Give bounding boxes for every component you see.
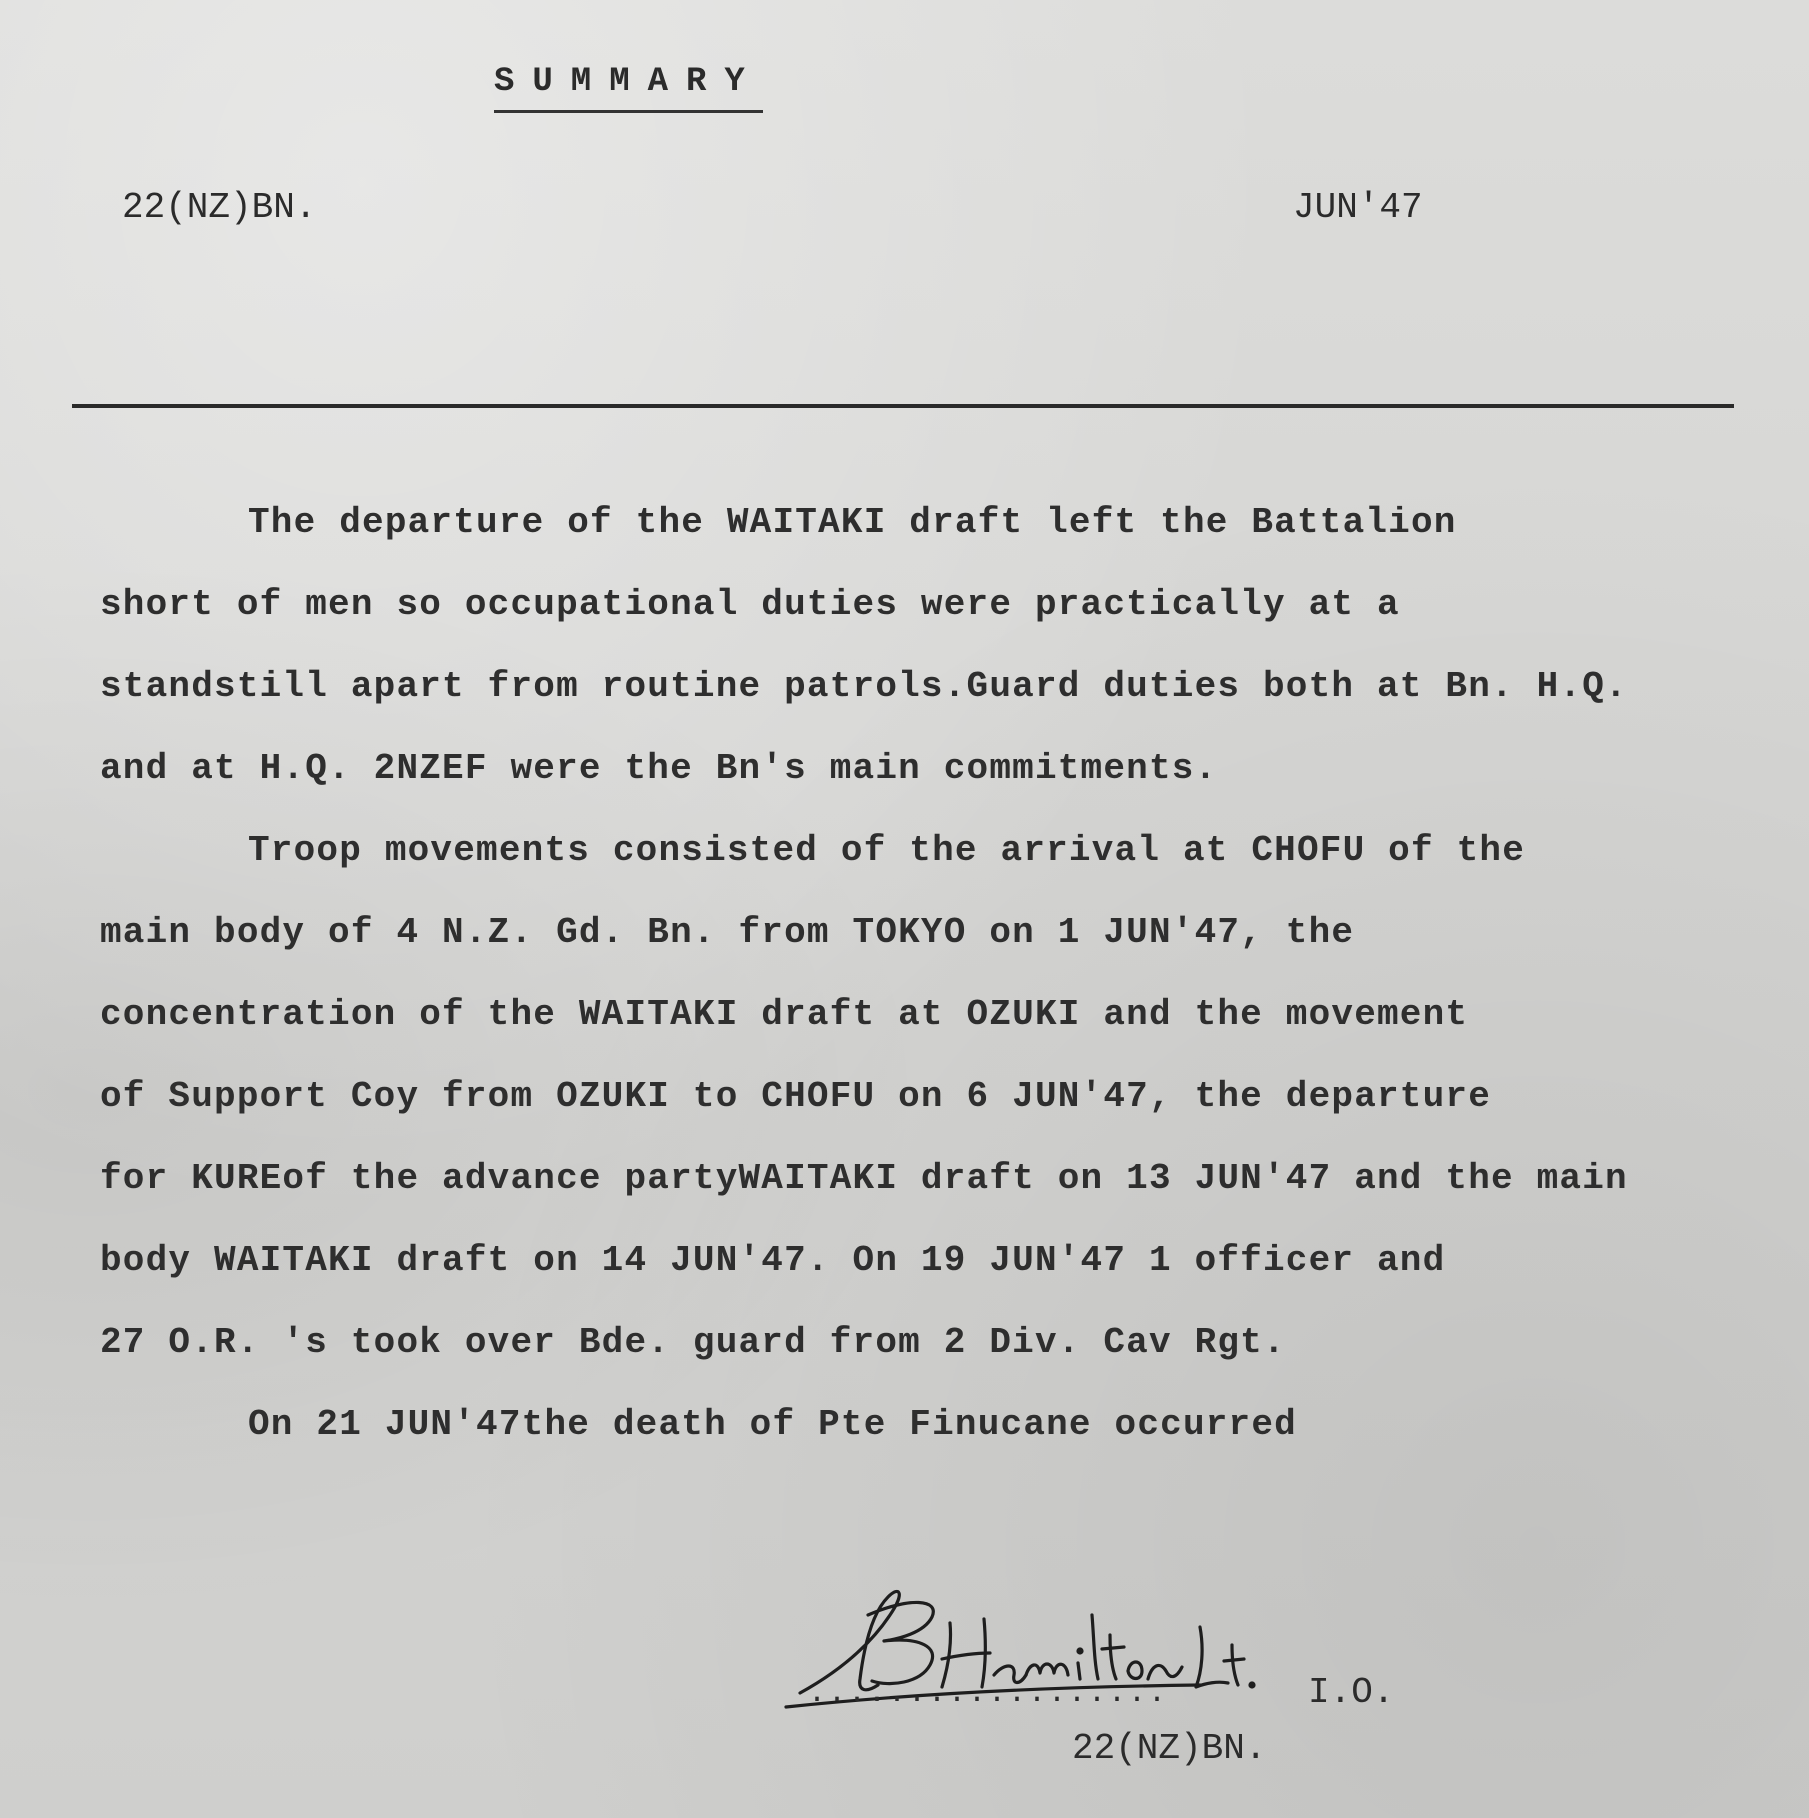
paragraph-line: for KUREof the advance partyWAITAKI draft on 13 JUN'47 and the main — [100, 1158, 1628, 1199]
paragraph-line: concentration of the WAITAKI draft at OZUKI and the movement — [100, 994, 1469, 1035]
paragraph-line: and at H.Q. 2NZEF were the Bn's main commitments. — [100, 748, 1218, 789]
paragraph-line: The departure of the WAITAKI draft left the Battalion — [248, 502, 1457, 543]
signature-block — [780, 1575, 1480, 1775]
horizontal-rule — [72, 404, 1734, 408]
paragraph-line: main body of 4 N.Z. Gd. Bn. from TOKYO on 1 JUN'47, the — [100, 912, 1355, 953]
signature-unit: 22(NZ)BN. — [1072, 1728, 1267, 1769]
paragraph-line: 27 O.R. 's took over Bde. guard from 2 Div. Cav Rgt. — [100, 1322, 1286, 1363]
header-date: JUN'47 — [1293, 187, 1423, 228]
paragraph-line: standstill apart from routine patrols.Guard duties both at Bn. H.Q. — [100, 666, 1628, 707]
paragraph-line: body WAITAKI draft on 14 JUN'47. On 19 JUN'47 1 officer and — [100, 1240, 1446, 1281]
paragraph-line: of Support Coy from OZUKI to CHOFU on 6 JUN'47, the departure — [100, 1076, 1492, 1117]
signature-role: I.O. — [1308, 1672, 1395, 1713]
paragraph-line: On 21 JUN'47the death of Pte Finucane occurred — [248, 1404, 1297, 1445]
paragraph-line: Troop movements consisted of the arrival at CHOFU of the — [248, 830, 1525, 871]
summary-body — [100, 482, 1760, 1466]
signature-dotted-line: .................. — [808, 1677, 1169, 1711]
header-unit: 22(NZ)BN. — [122, 187, 317, 228]
document-title: SUMMARY — [494, 60, 763, 113]
paragraph-line: short of men so occupational duties were practically at a — [100, 584, 1400, 625]
